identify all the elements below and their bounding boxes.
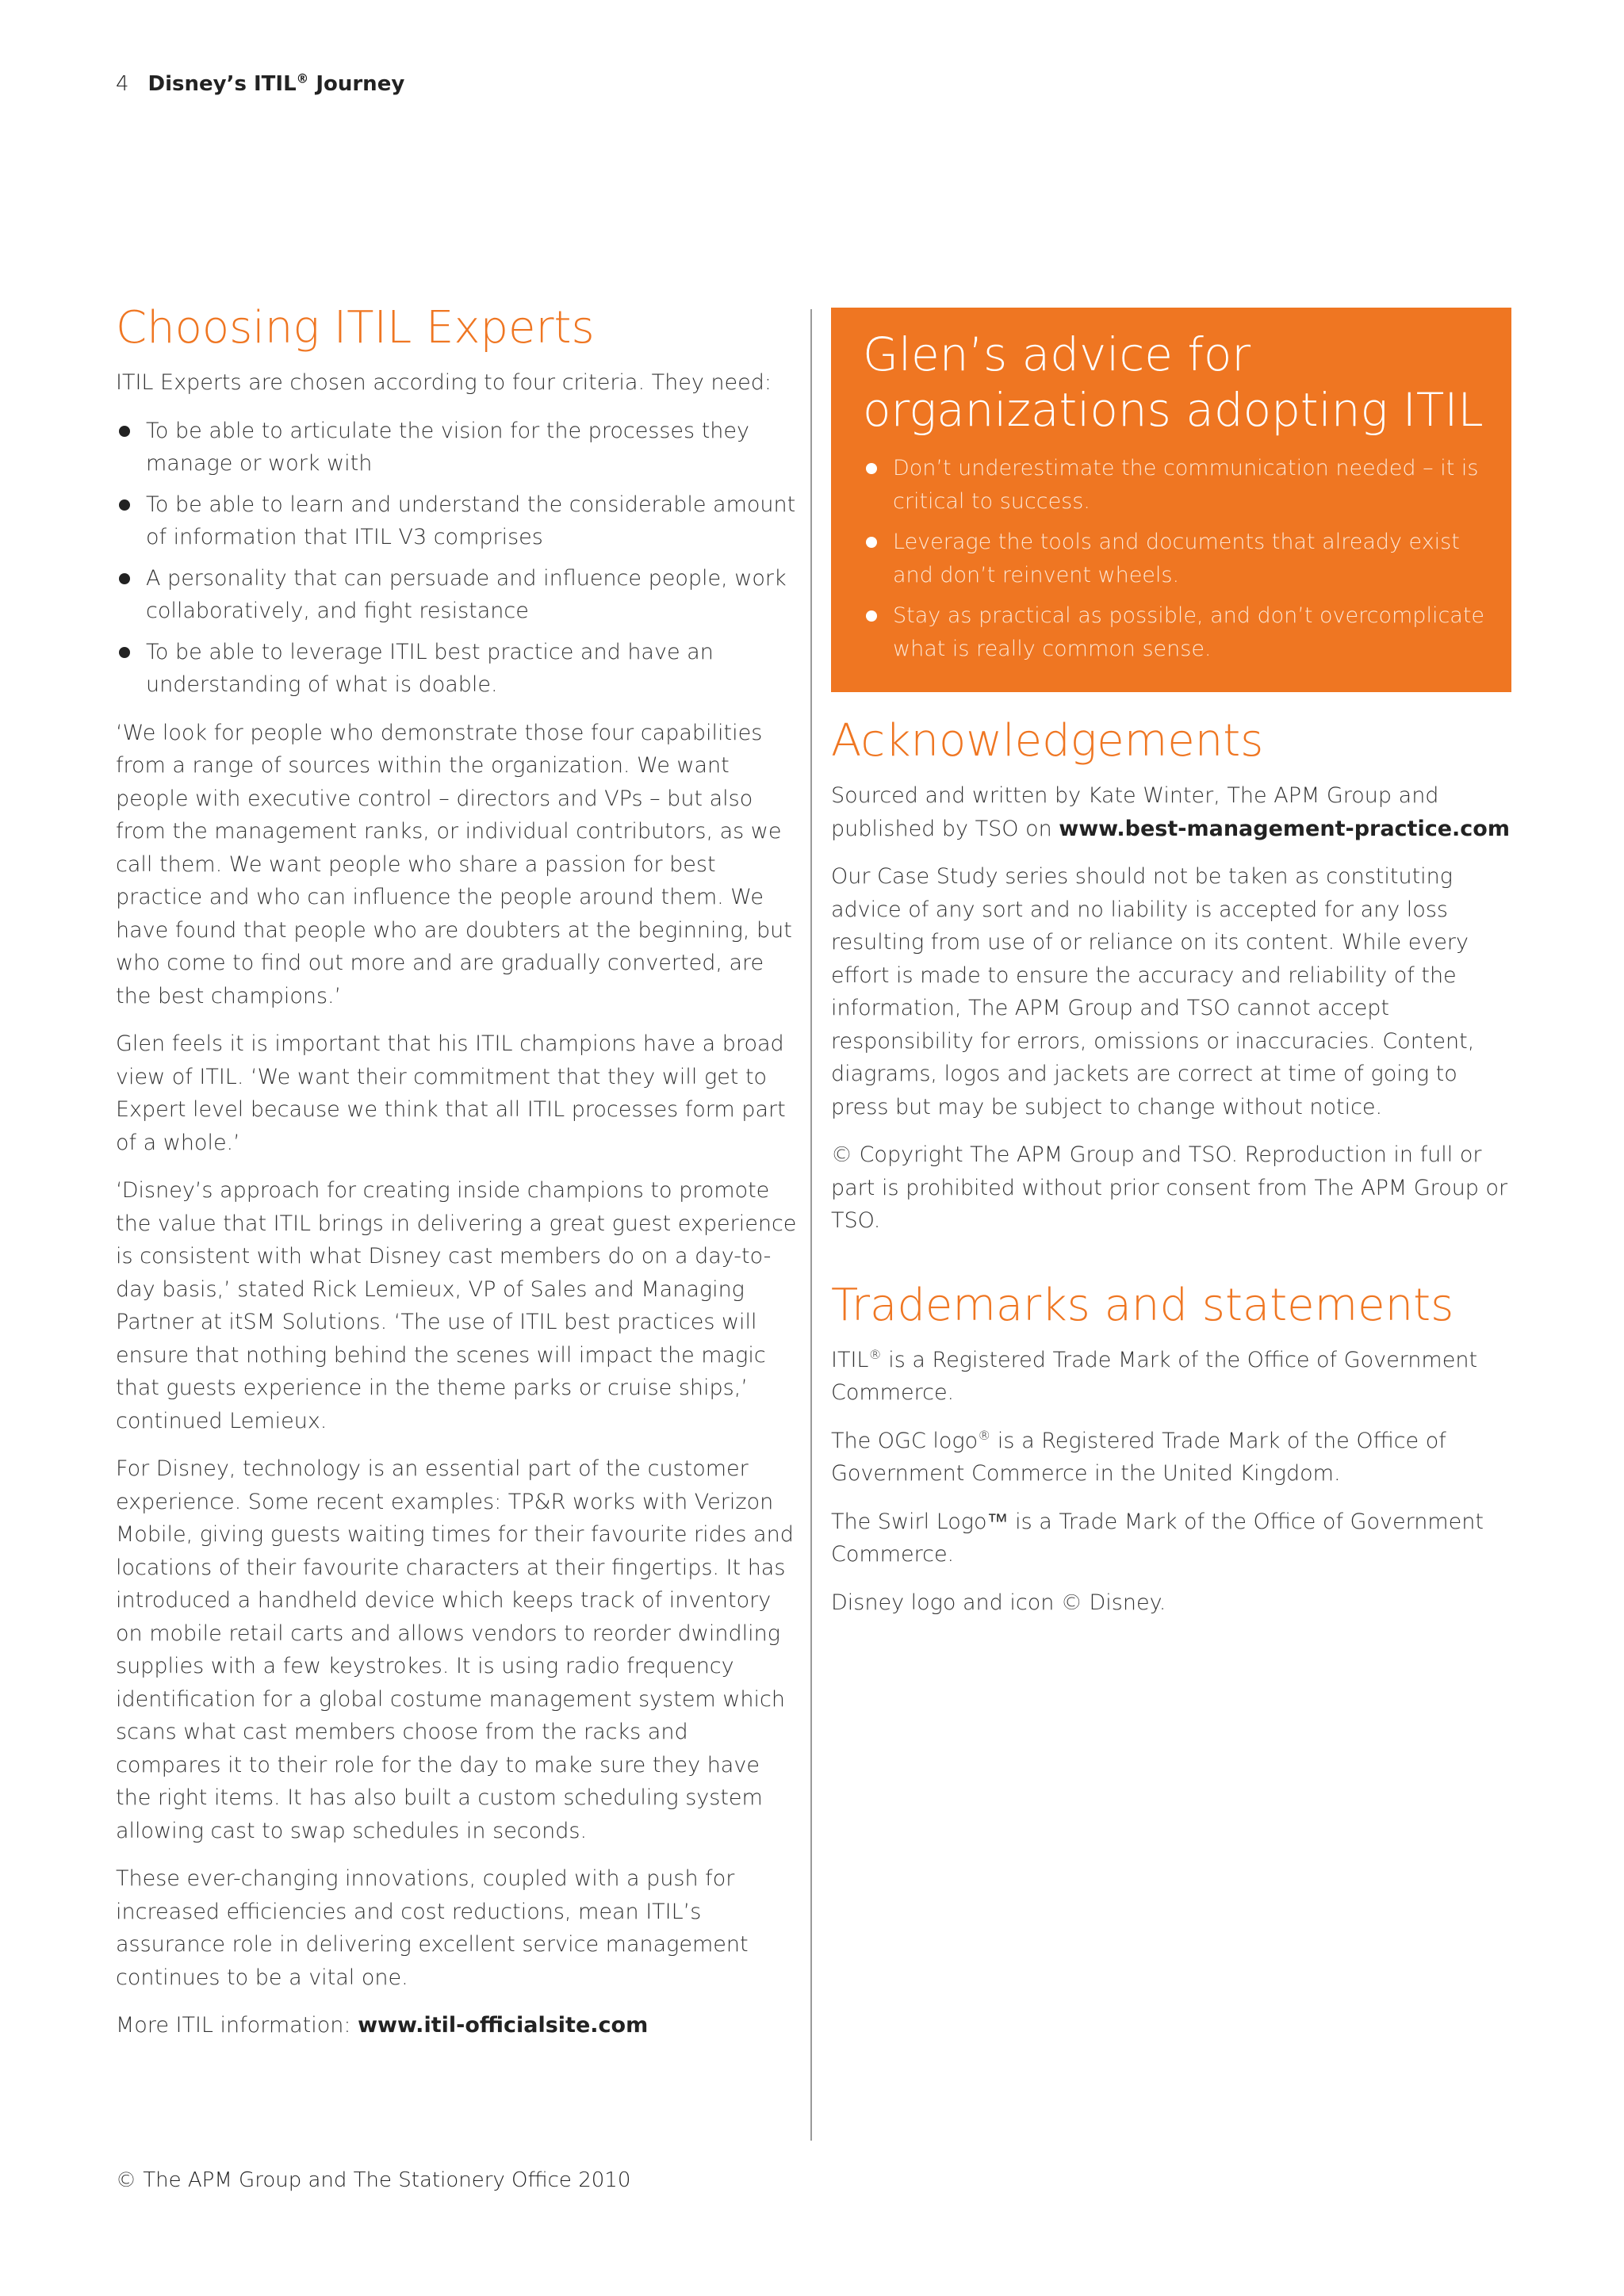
- list-item: To be able to articulate the vision for the processes they manage or work with: [116, 415, 799, 480]
- page-header: [116, 71, 404, 96]
- itil-site-link[interactable]: www.itil-officialsite.com: [358, 2013, 649, 2038]
- swirl-trademark: The Swirl Logo™ is a Trade Mark of the Office of Government Commerce.: [831, 1509, 1484, 1567]
- bmp-site-link[interactable]: www.best-management-practice.com: [1059, 816, 1510, 841]
- registered-mark: ®: [978, 1427, 991, 1443]
- running-title-text: Disney’s ITIL: [147, 71, 297, 96]
- trademarks-heading: Trademarks and statements: [831, 1279, 1454, 1331]
- itil-rest: is a Registered Trade Mark of the Office of Government Commerce.: [831, 1347, 1478, 1405]
- itil-trademark: [831, 1344, 1511, 1410]
- copyright-paragraph: © Copyright The APM Group and TSO. Reproduction in full or part is prohibited without prior consent from The APM Group or TSO.: [831, 1142, 1508, 1233]
- registered-mark: ®: [868, 1346, 882, 1362]
- column-divider: [810, 309, 812, 2141]
- advice-heading: Glen’s advice for organizations adopting ITIL: [863, 327, 1484, 437]
- itil-prefix: ITIL: [831, 1347, 869, 1372]
- body-paragraph: These ever-changing innovations, coupled with a push for increased efficiencies and cost reductions, mean ITIL’s assurance role in delivering excellent service management continues to be a vital one.: [116, 1866, 749, 1990]
- disclaimer-paragraph: Our Case Study series should not be taken as constituting advice of any sort and no liability is accepted for any loss resulting from use of or reliance on its content. While every effort is made to ensure the accuracy and reliability of the information, The APM Group and TSO cannot accept responsibility for errors, omissions or inaccuracies. Content, diagrams, logos and jackets are correct at time of going to press but may be subject to change without notice.: [831, 864, 1475, 1119]
- choosing-experts-heading: Choosing ITIL Experts: [116, 302, 595, 354]
- left-column: [116, 301, 799, 2057]
- acknowledgements-heading: Acknowledgements: [831, 715, 1264, 767]
- list-item: Leverage the tools and documents that already exist and don’t reinvent wheels.: [863, 526, 1489, 591]
- registered-mark: ®: [296, 71, 309, 86]
- page-number: 4: [116, 71, 129, 96]
- advice-list: [863, 452, 1489, 665]
- criteria-intro: ITIL Experts are chosen according to four criteria. They need:: [116, 370, 772, 395]
- more-info-label: More ITIL information:: [116, 2013, 358, 2038]
- list-item: To be able to learn and understand the considerable amount of information that ITIL V3 comprises: [116, 488, 799, 554]
- list-item: To be able to leverage ITIL best practice and have an understanding of what is doable.: [116, 636, 799, 702]
- running-title: [148, 72, 405, 96]
- sourced-paragraph: [831, 779, 1511, 845]
- page-footer: © The APM Group and The Stationery Office 2010: [116, 2168, 631, 2192]
- list-item: Don’t underestimate the communication needed – it is critical to success.: [863, 452, 1489, 518]
- ogc-trademark: [831, 1425, 1511, 1490]
- body-paragraph: ‘We look for people who demonstrate those four capabilities from a range of sources within the organization. We want people with executive control – directors and VPs – but also from the management ranks, or individual contributors, as we call them. We want people who share a passion for best practice and who can influence the people around them. We have found that people who are doubters at the beginning, but who come to find out more and are gradually converted, are the best champions.’: [116, 720, 792, 1008]
- body-paragraph: ‘Disney’s approach for creating inside champions to promote the value that ITIL brings in delivering a great guest experience is consistent with what Disney cast members do on a day-to-day basis,’ stated Rick Lemieux, VP of Sales and Managing Partner at itSM Solutions. ‘The use of ITIL best practices will ensure that nothing behind the scenes will impact the magic that guests experience in the theme parks or cruise ships,’ continued Lemieux.: [116, 1178, 797, 1433]
- more-info: [116, 2009, 799, 2042]
- running-title-suffix: Journey: [308, 71, 405, 96]
- ogc-rest: is a Registered Trade Mark of the Office of Government Commerce in the United Kingdom.: [831, 1428, 1446, 1486]
- right-column: [831, 308, 1511, 1634]
- body-paragraph: For Disney, technology is an essential part of the customer experience. Some recent examples: TP&R works with Verizon Mobile, giving guests waiting times for their favourite rides and locations of their favourite characters at their fingertips. It has introduced a handheld device which keeps track of inventory on mobile retail carts and allows vendors to reorder dwindling supplies with a few keystrokes. It is using radio frequency identification for a global costume management system which scans what cast members choose from the racks and compares it to their role for the day to make sure they have the right items. It has also built a custom scheduling system allowing cast to swap schedules in seconds.: [116, 1456, 794, 1843]
- ogc-prefix: The OGC logo: [831, 1428, 979, 1453]
- criteria-list: [116, 415, 799, 702]
- advice-callout: [831, 308, 1511, 692]
- list-item: Stay as practical as possible, and don’t overcomplicate what is really common sense.: [863, 599, 1489, 665]
- disney-trademark: Disney logo and icon © Disney.: [831, 1590, 1166, 1615]
- list-item: A personality that can persuade and influence people, work collaboratively, and fight resistance: [116, 562, 799, 628]
- body-paragraph: Glen feels it is important that his ITIL champions have a broad view of ITIL. ‘We want their commitment that they will get to Expert level because we think that all ITIL processes form part of a whole.’: [116, 1031, 786, 1155]
- sourced-text: Sourced and written by Kate Winter, The APM Group and published by TSO on: [831, 783, 1439, 841]
